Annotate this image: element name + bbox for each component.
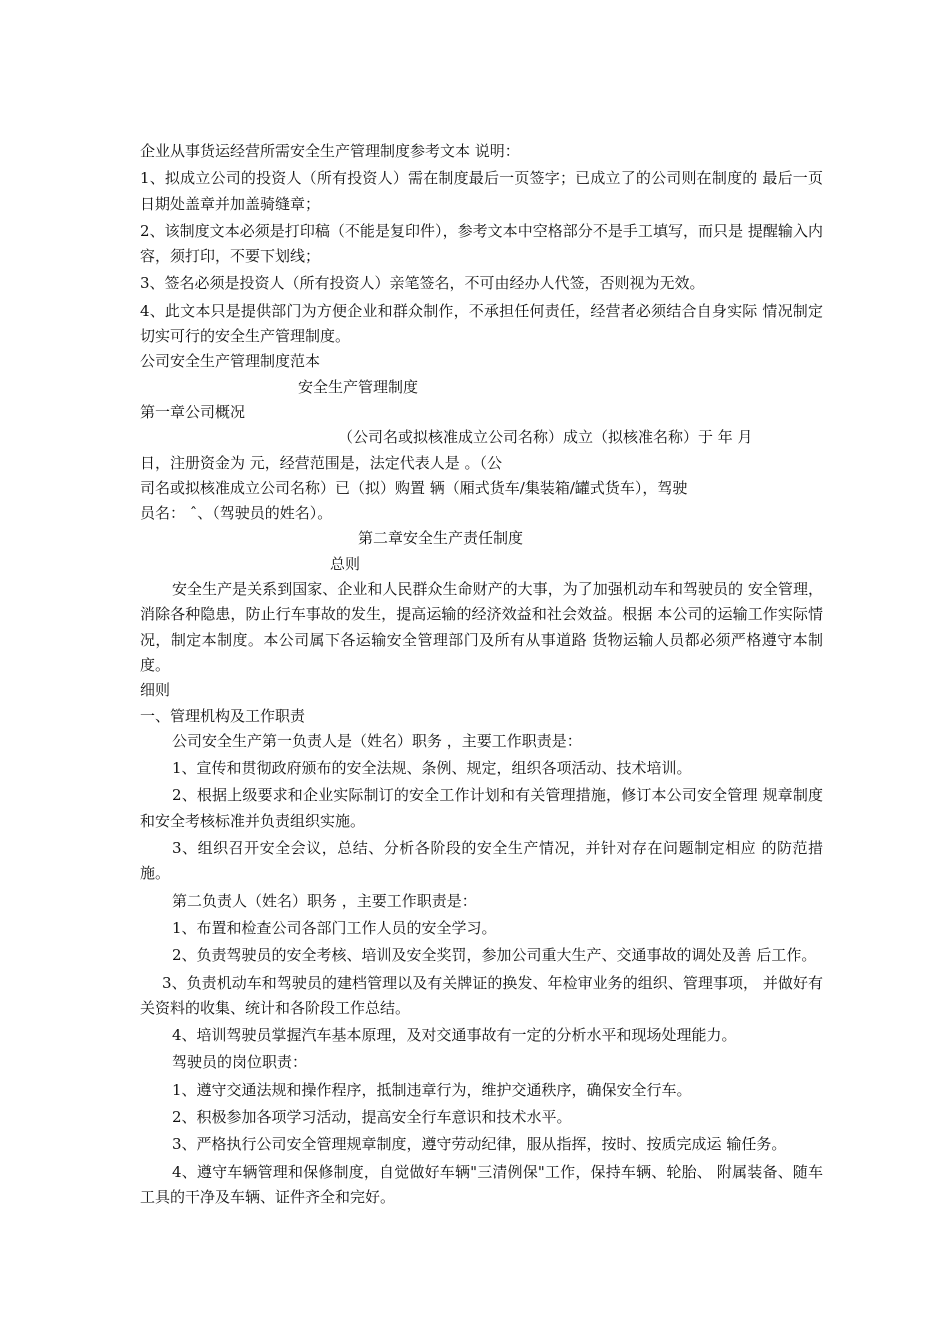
note-2: 2、该制度文本必须是打印稿（不能是复印件），参考文本中空格部分不是手工填写，而只是 提醒输入内容，须打印，不要下划线； [140,221,823,266]
second-duty-1: 1、布置和检查公司各部门工作人员的安全学习。 [172,918,497,937]
note-4: 4、此文本只是提供部门为方便企业和群众制作，不承担任何责任，经营者必须结合自身实际 情况制定切实可行的安全生产管理制度。 [140,301,823,346]
first-duty-3: 3、组织召开安全会议，总结、分析各阶段的安全生产情况，并针对存在问题制定相应 的防范措施。 [140,839,823,883]
chapter1-line4: 员名： ˆ、（驾驶员的姓名）。 [140,504,333,523]
chapter2-title: 第二章安全生产责任制度 [358,529,524,548]
second-duty-2: 2、负责驾驶员的安全考核、培训及安全奖罚，参加公司重大生产、交通事故的调处及善 后工作。 [172,946,817,965]
chapter1-line1: （公司名或拟核准成立公司名称）成立（拟核准名称）于 年 月 [338,428,753,447]
driver-lead: 驾驶员的岗位职责： [172,1053,308,1072]
driver-duty-2: 2、积极参加各项学习活动，提高安全行车意识和技术水平。 [172,1107,572,1126]
document-page [140,139,823,1210]
details-heading: 细则 [140,681,171,700]
general-heading: 总则 [330,554,361,573]
chapter1-line3: 司名或拟核准成立公司名称）已（拟）购置 辆（厢式货车/集装箱/罐式货车），驾驶 [140,478,688,497]
intro-title: 企业从事货运经营所需安全生产管理制度参考文本 说明： [140,142,520,160]
note-1: 1、拟成立公司的投资人（所有投资人）需在制度最后一页签字；已成立了的公司则在制度的 最后一页日期处盖章并加盖骑缝章； [140,169,823,213]
second-duty-3: 3、负责机动车和驾驶员的建档管理以及有关牌证的换发、年检审业务的组织、管理事项， 并做好有关资料的收集、统计和各阶段工作总结。 [140,973,823,1017]
main-title: 安全生产管理制度 [298,377,419,396]
driver-duty-4: 4、遵守车辆管理和保修制度，自觉做好车辆"三清例保"工作，保持车辆、轮胎、 附属装备、随车工具的干净及车辆、证件齐全和完好。 [140,1162,823,1206]
general-text: 安全生产是关系到国家、企业和人民群众生命财产的大事，为了加强机动车和驾驶员的 安全管理，消除各种隐患，防止行车事故的发生，提高运输的经济效益和社会效益。根据 本公司的运输工作实际情况，制定本制度。本公司属下各运输安全管理部门及所有从事道路 货物运输人员都必须严格遵守本制度。 [140,580,823,674]
chapter1-title: 第一章公司概况 [140,402,246,421]
second-duty-4: 4、培训驾驶员掌握汽车基本原理，及对交通事故有一定的分析水平和现场处理能力。 [172,1026,737,1045]
section1-heading: 一、管理机构及工作职责 [140,706,306,725]
note-3: 3、签名必须是投资人（所有投资人）亲笔签名，不可由经办人代签，否则视为无效。 [140,274,705,293]
second-lead: 第二负责人（姓名）职务 ，主要工作职责是： [172,891,477,910]
driver-duty-3: 3、严格执行公司安全管理规章制度，遵守劳动纪律，服从指挥，按时、按质完成运 输任务。 [172,1135,787,1154]
first-duty-2: 2、根据上级要求和企业实际制订的安全工作计划和有关管理措施，修订本公司安全管理 规章制度和安全考核标准并负责组织实施。 [140,786,823,830]
first-duty-1: 1、宣传和贯彻政府颁布的安全法规、条例、规定，组织各项活动、技术培训。 [172,759,692,778]
template-title: 公司安全生产管理制度范本 [140,352,321,371]
chapter1-line2: 日，注册资金为 元，经营范围是，法定代表人是 。（公 [140,453,503,472]
driver-duty-1: 1、遵守交通法规和操作程序，抵制违章行为，维护交通秩序，确保安全行车。 [172,1080,692,1099]
first-lead: 公司安全生产第一负责人是（姓名）职务 ，主要工作职责是： [172,731,582,750]
